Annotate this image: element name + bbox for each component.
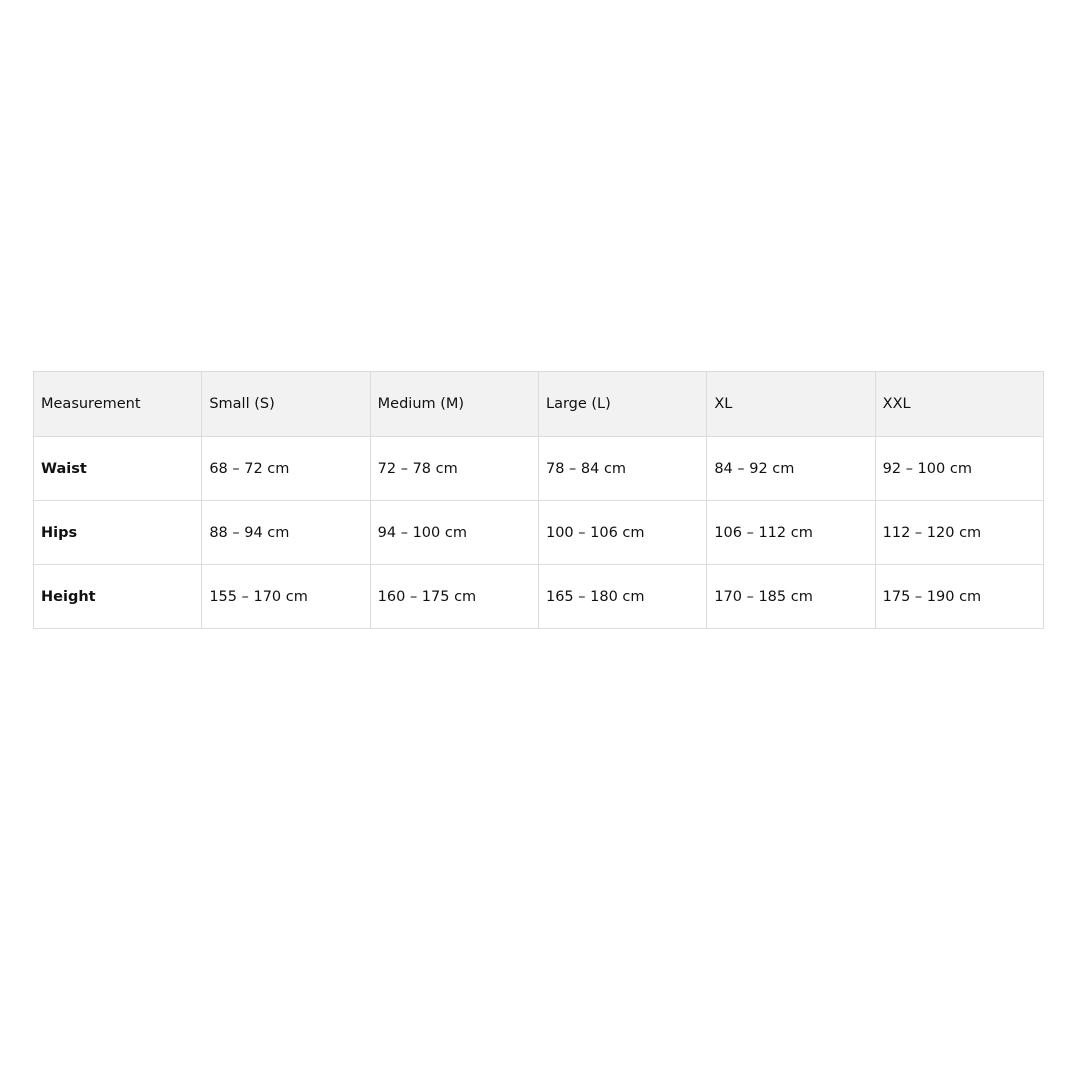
header-row xyxy=(34,372,1044,437)
table-cell: 92 – 100 cm xyxy=(875,437,1043,501)
table-cell: 68 – 72 cm xyxy=(202,437,370,501)
row-label-height: Height xyxy=(34,565,202,629)
table-cell: 94 – 100 cm xyxy=(370,501,538,565)
table-cell: 78 – 84 cm xyxy=(538,437,706,501)
table-cell: 84 – 92 cm xyxy=(707,437,875,501)
row-label-hips: Hips xyxy=(34,501,202,565)
size-chart-table xyxy=(33,371,1044,629)
header-cell-measurement: Measurement xyxy=(34,372,202,437)
table-cell: 88 – 94 cm xyxy=(202,501,370,565)
header-cell-medium: Medium (M) xyxy=(370,372,538,437)
table-cell: 175 – 190 cm xyxy=(875,565,1043,629)
header-cell-large: Large (L) xyxy=(538,372,706,437)
size-table-header xyxy=(34,372,1044,437)
table-cell: 170 – 185 cm xyxy=(707,565,875,629)
header-cell-small: Small (S) xyxy=(202,372,370,437)
table-cell: 155 – 170 cm xyxy=(202,565,370,629)
table-cell: 160 – 175 cm xyxy=(370,565,538,629)
table-cell: 100 – 106 cm xyxy=(538,501,706,565)
table-cell: 112 – 120 cm xyxy=(875,501,1043,565)
table-cell: 72 – 78 cm xyxy=(370,437,538,501)
size-table-body xyxy=(34,437,1044,629)
table-row-hips xyxy=(34,501,1044,565)
row-label-waist: Waist xyxy=(34,437,202,501)
table-cell: 106 – 112 cm xyxy=(707,501,875,565)
table-row-waist xyxy=(34,437,1044,501)
table-cell: 165 – 180 cm xyxy=(538,565,706,629)
header-cell-xl: XL xyxy=(707,372,875,437)
table-row-height xyxy=(34,565,1044,629)
header-cell-xxl: XXL xyxy=(875,372,1043,437)
